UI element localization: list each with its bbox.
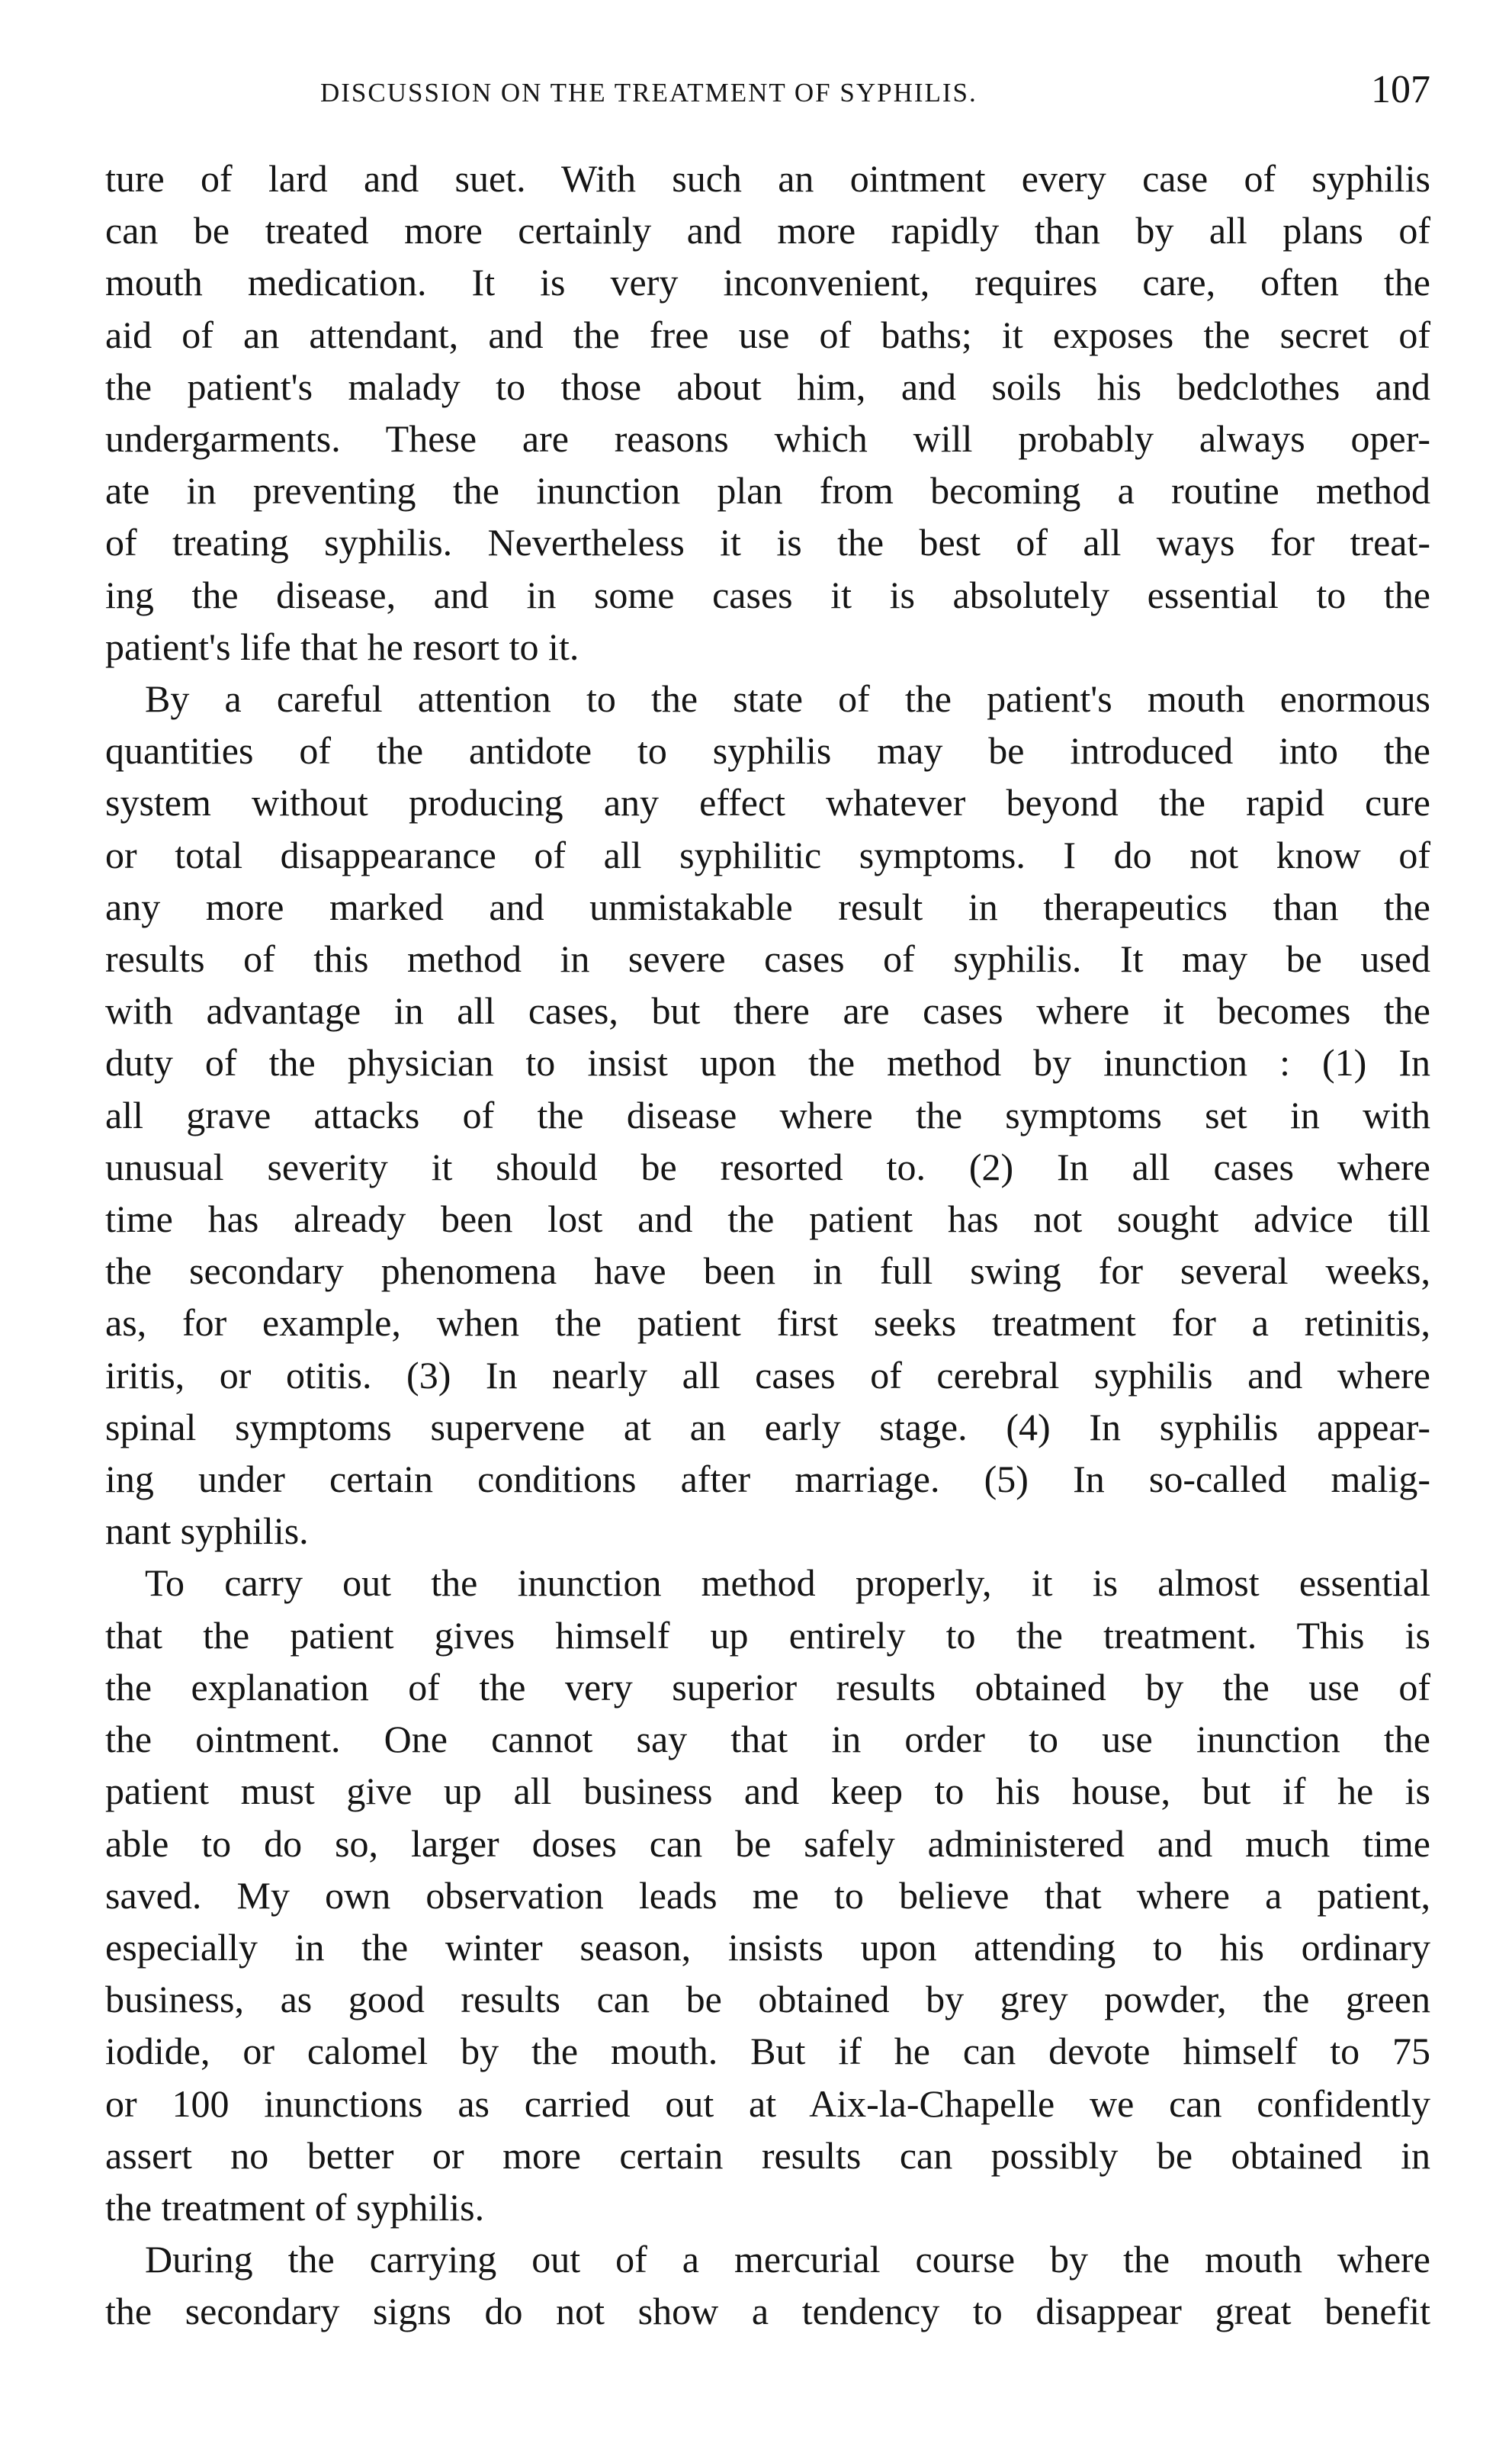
body-text (105, 153, 1430, 2338)
text-line: system without producing any effect whatever beyond the rapid cure (105, 781, 1430, 825)
paragraph-3 (105, 1557, 1430, 2233)
text-line: To carry out the inunction method properly, it is almost essential (145, 1561, 1430, 1605)
text-line: business, as good results can be obtained by grey powder, the green (105, 1978, 1430, 2021)
text-line: or total disappearance of all syphilitic symptoms. I do not know of (105, 833, 1430, 876)
text-line: assert no better or more certain results can possibly be obtained in (105, 2133, 1430, 2177)
text-line: all grave attacks of the disease where the symptoms set in with (105, 1093, 1430, 1136)
text-line: During the carrying out of a mercurial course by the mouth where (145, 2238, 1430, 2281)
text-line: spinal symptoms supervene at an early stage. (4) In syphilis appear- (105, 1405, 1430, 1448)
text-line: results of this method in severe cases of syphilis. It may be used (105, 937, 1430, 981)
text-line: the secondary phenomena have been in full swing for several weeks, (105, 1249, 1430, 1293)
running-head (105, 70, 1430, 131)
text-line: iritis, or otitis. (3) In nearly all cases of cerebral syphilis and where (105, 1353, 1430, 1397)
text-line: nant syphilis. (105, 1509, 309, 1553)
text-line: ate in preventing the inunction plan from becoming a routine method (105, 469, 1430, 513)
text-line: can be treated more certainly and more rapidly than by all plans of (105, 209, 1430, 252)
running-title: DISCUSSION ON THE TREATMENT OF SYPHILIS. (320, 78, 978, 108)
page-number: 107 (1371, 68, 1430, 111)
text-line: of treating syphilis. Nevertheless it is the best of all ways for treat- (105, 521, 1430, 564)
text-line: the ointment. One cannot say that in order to use inunction the (105, 1718, 1430, 1761)
text-line: that the patient gives himself up entirely to the treatment. This is (105, 1613, 1430, 1657)
text-line: undergarments. These are reasons which will probably always oper- (105, 417, 1430, 461)
text-line: duty of the physician to insist upon the method by inunction : (1) In (105, 1041, 1430, 1085)
text-line: patient must give up all business and keep to his house, but if he is (105, 1770, 1430, 1813)
text-line: ing under certain conditions after marriage. (5) In so-called malig- (105, 1458, 1430, 1501)
text-line: aid of an attendant, and the free use of baths; it exposes the secret of (105, 313, 1430, 356)
text-line: the explanation of the very superior results obtained by the use of (105, 1665, 1430, 1708)
text-line: saved. My own observation leads me to believe that where a patient, (105, 1873, 1430, 1917)
paragraph-1 (105, 153, 1430, 673)
text-line: ture of lard and suet. With such an ointment every case of syphilis (105, 157, 1430, 200)
text-line: unusual severity it should be resorted to. (2) In all cases where (105, 1145, 1430, 1188)
paragraph-4 (105, 2233, 1430, 2337)
text-line: patient's life that he resort to it. (105, 625, 579, 668)
text-line: or 100 inunctions as carried out at Aix-la-Chapelle we can confidently (105, 2081, 1430, 2125)
text-line: as, for example, when the patient first seeks treatment for a retinitis, (105, 1301, 1430, 1345)
text-line: able to do so, larger doses can be safely administered and much time (105, 1821, 1430, 1865)
text-line: especially in the winter season, insists upon attending to his ordinary (105, 1925, 1430, 1969)
text-line: iodide, or calomel by the mouth. But if he can devote himself to 75 (105, 2030, 1430, 2073)
text-line: with advantage in all cases, but there are cases where it becomes the (105, 989, 1430, 1033)
text-line: the treatment of syphilis. (105, 2185, 485, 2229)
text-line: mouth medication. It is very inconvenient, requires care, often the (105, 261, 1430, 304)
text-line: the patient's malady to those about him, and soils his bedclothes and (105, 365, 1430, 408)
text-line: By a careful attention to the state of the patient's mouth enormous (145, 677, 1430, 721)
page-content (105, 70, 1430, 2338)
text-line: any more marked and unmistakable result in therapeutics than the (105, 885, 1430, 928)
text-line: quantities of the antidote to syphilis may be introduced into the (105, 729, 1430, 773)
text-line: ing the disease, and in some cases it is absolutely essential to the (105, 573, 1430, 616)
text-line: time has already been lost and the patient has not sought advice till (105, 1197, 1430, 1241)
paragraph-2 (105, 673, 1430, 1557)
text-line: the secondary signs do not show a tendency to disappear great benefit (105, 2290, 1430, 2333)
